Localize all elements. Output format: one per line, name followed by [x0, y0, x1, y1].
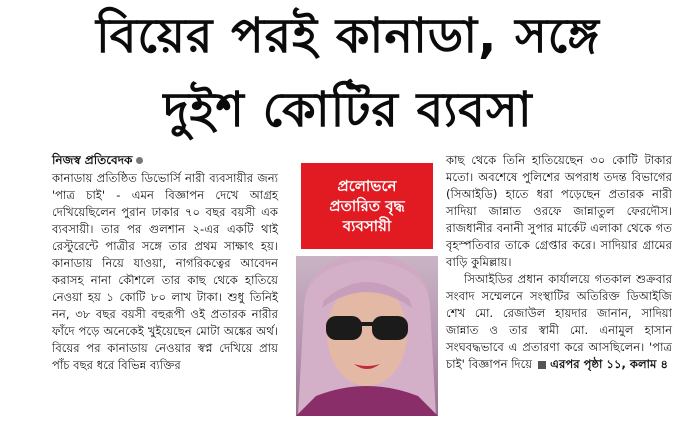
continuation-note	[532, 357, 668, 371]
byline-dot-icon	[136, 157, 143, 164]
article-paragraph: কানাডায় প্রতিষ্ঠিত ডিভোর্সি নারী ব্যবসায়ীর জন্য 'পাত্র চাই' - এমন বিজ্ঞাপন দেখে আগ্রহ দেখিয়েছিলেন পুরান ঢাকার ৭০ বছর বয়সী এক ব্যবসায়ী। তার পর গুলশান ২-এর একটি থাই রেস্টুরেন্টে পাত্রীর সঙ্গে তার প্রথম সাক্ষাৎ হয়। কানাডায় নিয়ে যাওয়া, নাগরিকত্বের আবেদন করাসহ নানা কৌশলে তার কাছ থেকে হাতিয়ে নেওয়া হয় ১ কোটি ৮০ লাখ টাকা। শুধু তিনিই নন, ৩৮ বছর বয়সী বহুরূপী ওই প্রতারক নারীর ফাঁদে পড়ে অনেকেই খুইয়েছেন মোটা অঙ্কের অর্থ। বিয়ের পর কানাডায় নেওয়ার স্বপ্ন দেখিয়ে প্রায় পাঁচ বছর ধরে বিভিন্ন ব্যক্তির	[52, 171, 278, 372]
byline	[52, 152, 278, 169]
kicker-line-1: প্রলোভনে	[337, 177, 397, 195]
woman-portrait-image	[296, 256, 438, 416]
kicker-line-2: প্রতারিত বৃদ্ধ	[329, 197, 405, 215]
article-paragraph-text: সিআইডির প্রধান কার্যালয়ে গতকাল শুক্রবার সংবাদ সম্মেলনে সংস্থাটির অতিরিক্ত ডিআইজি শেখ মো. রেজাউল হায়দার জানান, সাদিয়া জান্নাত ও তার স্বামী মো. এনামুল হাসান সংঘবদ্ধভাবে এ প্রতারণা করে আসছিলেন। 'পাত্র চাই' বিজ্ঞাপন দিয়ে	[446, 272, 672, 371]
continuation-text: এরপর পৃষ্ঠা ১১, কলাম ৪	[550, 357, 669, 371]
article-paragraph	[446, 271, 672, 373]
headline-line-1: বিয়ের পরই কানাডা, সঙ্গে	[96, 8, 600, 64]
kicker-line-3: ব্যবসায়ী	[342, 217, 392, 235]
article-column-right	[446, 152, 672, 373]
accused-photo	[296, 256, 438, 416]
kicker-box	[301, 163, 433, 249]
byline-text: নিজস্ব প্রতিবেদক	[52, 153, 133, 167]
square-bullet-icon	[538, 361, 546, 369]
article-column-left	[52, 152, 278, 374]
headline-line-2: দুইশ কোটির ব্যবসা	[163, 82, 533, 138]
article-paragraph: কাছ থেকে তিনি হাতিয়েছেন ৩০ কোটি টাকার মতো। অবশেষে পুলিশের অপরাধ তদন্ত বিভাগের (সিআইডি) হাতে ধরা পড়েছেন প্রতারক নারী সাদিয়া জান্নাত ওরফে জান্নাতুল ফেরদৌস। রাজধানীর বনানী সুপার মার্কেট এলাকা থেকে গত বৃহস্পতিবার তাকে গ্রেপ্তার করে। সাদিয়ার গ্রামের বাড়ি কুমিল্লায়।	[446, 153, 672, 269]
